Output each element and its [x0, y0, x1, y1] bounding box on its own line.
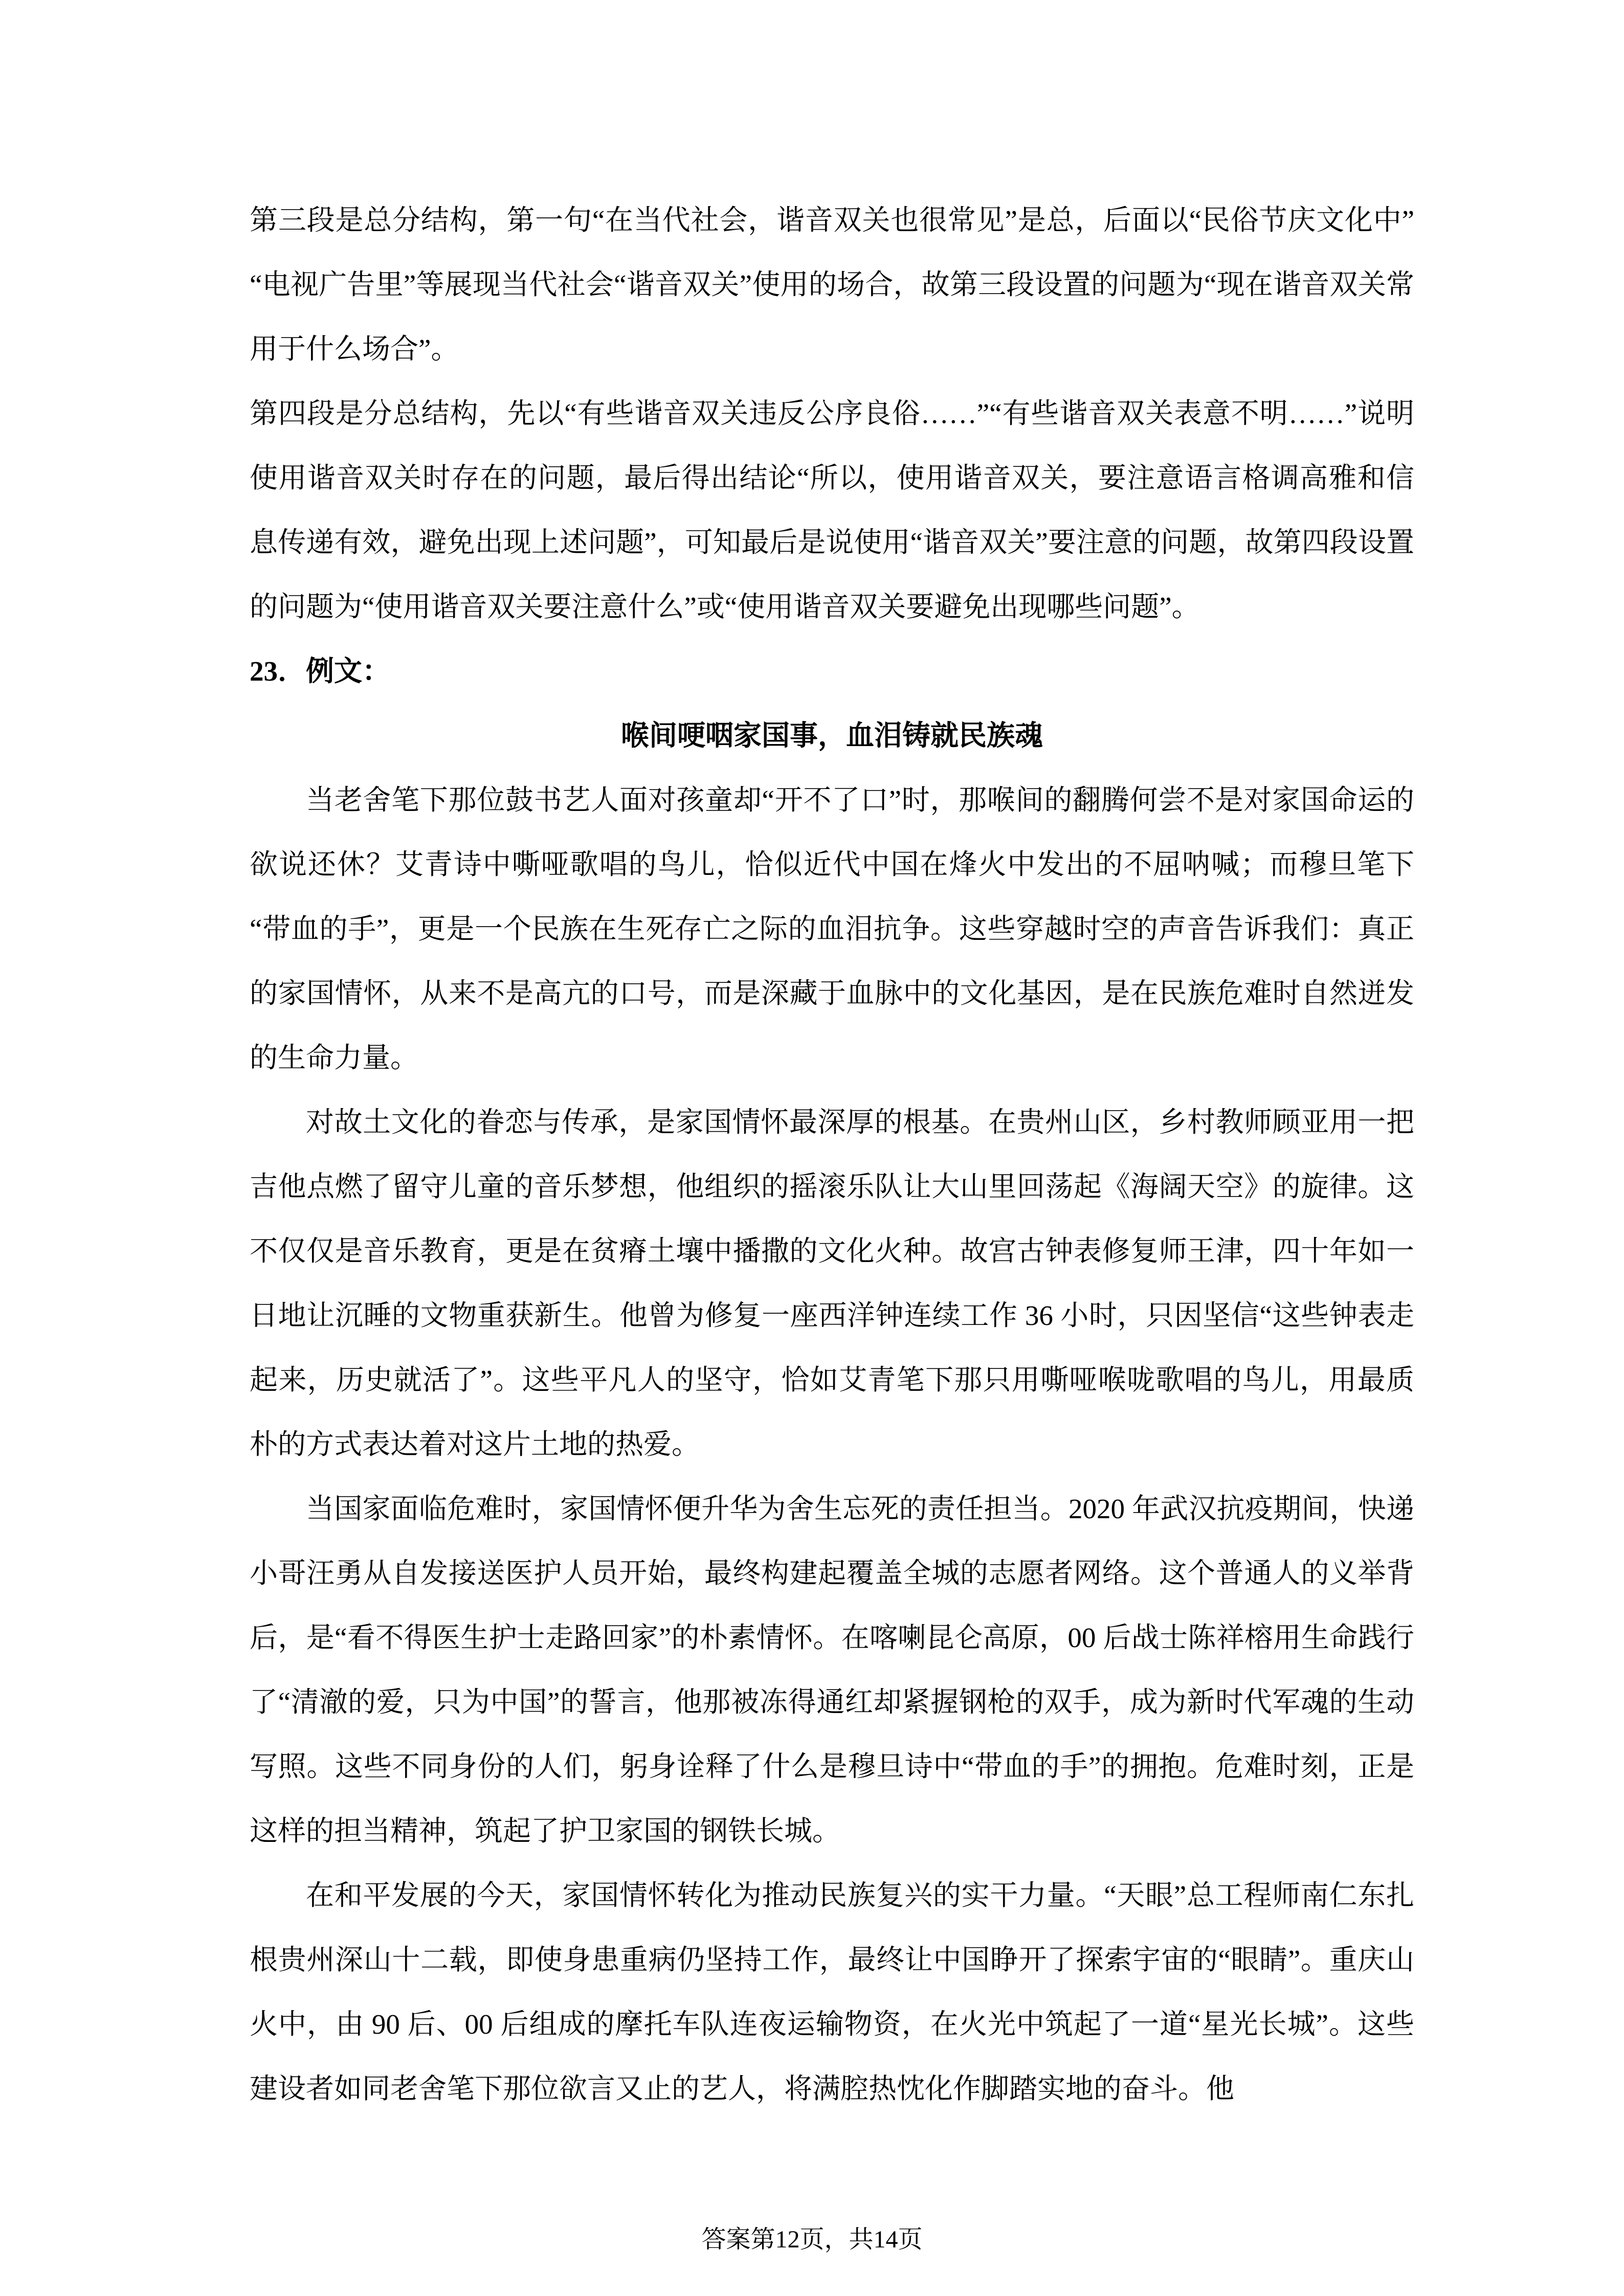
essay-title: 喉间哽咽家国事，血泪铸就民族魂 — [620, 720, 1043, 751]
analysis-paragraph-fourth: 第四段是分总结构，先以“有些谐音双关违反公序良俗……”“有些谐音双关表意不明……”说明使用谐音双关时存在的问题，最后得出结论“所以，使用谐音双关，要注意语言格调高雅和信息传递有效，避免出现上述问题”，可知最后是说使用“谐音双关”要注意的问题，故第四段设置的问题为“使用谐音双关要注意什么”或“使用谐音双关要避免出现哪些问题”。 — [250, 398, 1414, 622]
essay-paragraph-3: 当国家面临危难时，家国情怀便升华为舍生忘死的责任担当。2020 年武汉抗疫期间，快递小哥汪勇从自发接送医护人员开始，最终构建起覆盖全城的志愿者网络。这个普通人的义举背后，是“看不得医生护士走路回家”的朴素情怀。在喀喇昆仑高原，00 后战士陈祥榕用生命践行了“清澈的爱，只为中国”的誓言，他那被冻得通红却紧握钢枪的双手，成为新时代军魂的生动写照。这些不同身份的人们，躬身诠释了什么是穆旦诗中“带血的手”的拥抱。危难时刻，正是这样的担当精神，筑起了护卫家国的钢铁长城。 — [250, 1493, 1414, 1847]
page-footer: 答案第12页，共14页 — [701, 2226, 923, 2253]
essay-paragraph-1: 当老舍笔下那位鼓书艺人面对孩童却“开不了口”时，那喉间的翻腾何尝不是对家国命运的欲说还休？艾青诗中嘶哑歌唱的鸟儿，恰似近代中国在烽火中发出的不屈呐喊；而穆旦笔下“带血的手”，更是一个民族在生死存亡之际的血泪抗争。这些穿越时空的声音告诉我们：真正的家国情怀，从来不是高亢的口号，而是深藏于血脉中的文化基因，是在民族危难时自然迸发的生命力量。 — [250, 784, 1414, 1073]
section-label: 23．例文： — [250, 656, 391, 687]
analysis-paragraph-third: 第三段是总分结构，第一句“在当代社会，谐音双关也很常见”是总，后面以“民俗节庆文化中”“电视广告里”等展现当代社会“谐音双关”使用的场合，故第三段设置的问题为“现在谐音双关常用于什么场合”。 — [250, 205, 1414, 365]
essay-paragraph-2: 对故土文化的眷恋与传承，是家国情怀最深厚的根基。在贵州山区，乡村教师顾亚用一把吉他点燃了留守儿童的音乐梦想，他组织的摇滚乐队让大山里回荡起《海阔天空》的旋律。这不仅仅是音乐教育，更是在贫瘠土壤中播撒的文化火种。故宫古钟表修复师王津，四十年如一日地让沉睡的文物重获新生。他曾为修复一座西洋钟连续工作 36 小时，只因坚信“这些钟表走起来，历史就活了”。这些平凡人的坚守，恰如艾青笔下那只用嘶哑喉咙歌唱的鸟儿，用最质朴的方式表达着对这片土地的热爱。 — [250, 1107, 1414, 1460]
essay-paragraph-4: 在和平发展的今天，家国情怀转化为推动民族复兴的实干力量。“天眼”总工程师南仁东扎根贵州深山十二载，即使身患重病仍坚持工作，最终让中国睁开了探索宇宙的“眼睛”。重庆山火中，由 90 后、00 后组成的摩托车队连夜运输物资，在火光中筑起了一道“星光长城”。这些建设者如同老舍笔下那位欲言又止的艺人，将满腔热忱化作脚踏实地的奋斗。他 — [250, 1880, 1414, 2104]
document-content — [250, 188, 1414, 2121]
